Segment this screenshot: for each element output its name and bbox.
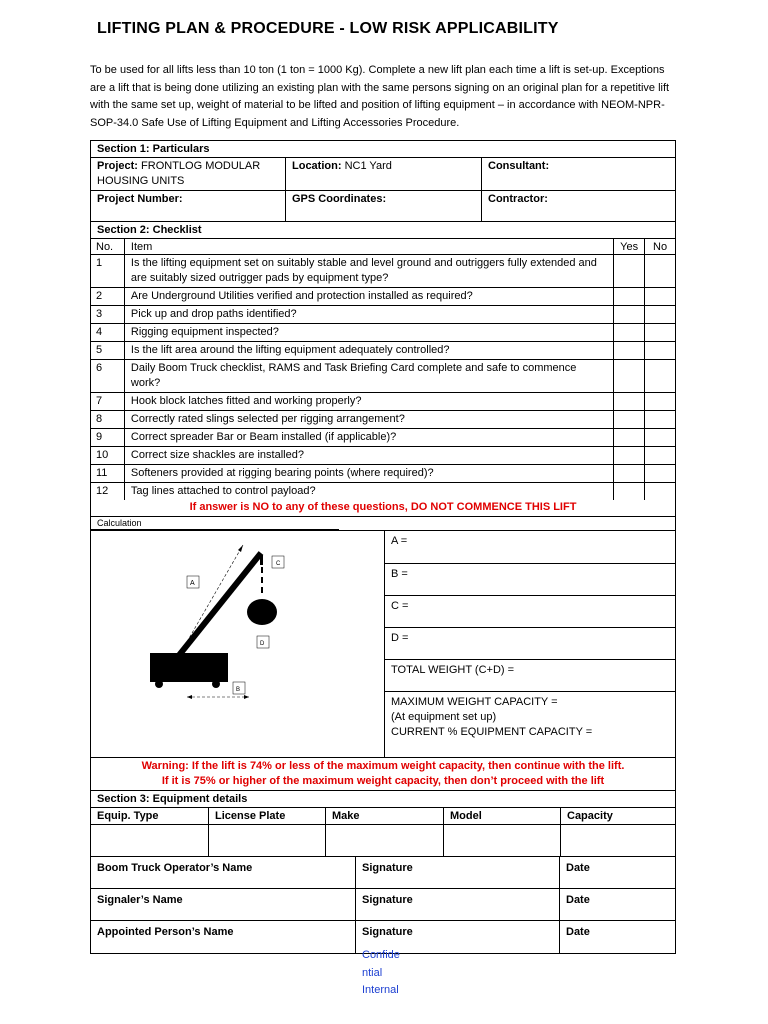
checklist-warning: If answer is NO to any of these questions, DO NOT COMMENCE THIS LIFT xyxy=(189,501,577,513)
checklist-warning-row xyxy=(91,500,675,517)
diagram-label-c: C xyxy=(276,561,281,567)
checklist-no-box[interactable] xyxy=(645,429,675,446)
capacity-warning-row xyxy=(91,758,675,791)
license-plate-input[interactable] xyxy=(209,825,326,856)
checklist-no-box[interactable] xyxy=(645,447,675,464)
checklist-row xyxy=(91,255,675,288)
classification-label xyxy=(362,947,400,1000)
checklist-item-text: Pick up and drop paths identified? xyxy=(125,306,614,323)
gps-label: GPS Coordinates: xyxy=(292,193,387,205)
checklist-no: 6 xyxy=(91,360,125,392)
col-no-header: No. xyxy=(91,239,125,254)
checklist-yes-box[interactable] xyxy=(614,483,645,500)
signoff-row xyxy=(91,857,675,889)
capacity-header: Capacity xyxy=(567,810,613,822)
checklist-no-box[interactable] xyxy=(645,288,675,305)
checklist-no: 2 xyxy=(91,288,125,305)
checklist-item-text: Correct spreader Bar or Beam installed (if applicable)? xyxy=(125,429,614,446)
checklist-row xyxy=(91,393,675,411)
boom-truck-diagram xyxy=(91,531,385,757)
capacity-warning-2: If it is 75% or higher of the maximum weight capacity, then don’t proceed with the lift xyxy=(161,775,605,787)
checklist-yes-box[interactable] xyxy=(614,393,645,410)
checklist-item-text: Are Underground Utilities verified and protection installed as required? xyxy=(125,288,614,305)
model-input[interactable] xyxy=(444,825,561,856)
checklist-yes-box[interactable] xyxy=(614,288,645,305)
checklist-yes-box[interactable] xyxy=(614,306,645,323)
boom-truck-svg xyxy=(91,531,383,757)
checklist-body xyxy=(91,255,675,500)
current-pct-label: CURRENT % EQUIPMENT CAPACITY = xyxy=(391,726,593,738)
signoff-signature-field[interactable]: Signature xyxy=(356,857,560,888)
checklist-yes-box[interactable] xyxy=(614,360,645,392)
calculation-block xyxy=(91,531,675,758)
calculation-label: Calculation xyxy=(91,517,339,530)
checklist-no: 10 xyxy=(91,447,125,464)
calculation-values xyxy=(385,531,675,757)
checklist-no-box[interactable] xyxy=(645,342,675,359)
at-setup-label: (At equipment set up) xyxy=(391,711,497,723)
signoff-signature-field[interactable]: Signature xyxy=(356,889,560,920)
checklist-yes-box[interactable] xyxy=(614,255,645,287)
calc-c-field[interactable]: C = xyxy=(385,596,675,628)
calculation-label-row xyxy=(91,517,675,531)
equipment-entry-row xyxy=(91,825,675,857)
signoff-name-field[interactable]: Appointed Person’s Name xyxy=(91,921,356,953)
checklist-column-headers xyxy=(91,239,675,255)
section1-row2 xyxy=(91,191,675,222)
checklist-item-text: Daily Boom Truck checklist, RAMS and Task Briefing Card complete and safe to commence work? xyxy=(125,360,614,392)
diagram-label-d: D xyxy=(260,641,265,647)
capacity-input[interactable] xyxy=(561,825,675,856)
checklist-row xyxy=(91,447,675,465)
signoff-row xyxy=(91,889,675,921)
signoff-date-field[interactable]: Date xyxy=(566,894,590,906)
calc-d-field[interactable]: D = xyxy=(385,628,675,660)
project-cell[interactable] xyxy=(91,158,286,190)
lifting-plan-form xyxy=(90,140,676,954)
intro-paragraph: To be used for all lifts less than 10 ton (1 ton = 1000 Kg). Complete a new lift plan each time a lift is set-up. Exceptions are a lift that is being done utilizing an existing plan with the same persons signing on an original plan for a repetitive lift with the same set up, weight of material to be lifted and position of lifting equipment – in accordance with NEOM-NPR-SOP-34.0 Safe Use of Lifting Equipment and Lifting Accessories Procedure. xyxy=(90,64,670,129)
signoff-section xyxy=(91,857,675,953)
consultant-cell[interactable] xyxy=(482,158,675,190)
make-header: Make xyxy=(326,808,444,824)
equipment-headers-row xyxy=(91,808,675,825)
checklist-yes-box[interactable] xyxy=(614,447,645,464)
classification-line-1: Confide xyxy=(362,949,400,961)
checklist-no: 12 xyxy=(91,483,125,500)
checklist-no-box[interactable] xyxy=(645,393,675,410)
section1-header-row xyxy=(91,141,675,158)
section3-title: Section 3: Equipment details xyxy=(97,793,248,805)
project-number-label: Project Number: xyxy=(97,193,183,205)
checklist-row xyxy=(91,360,675,393)
project-number-cell[interactable] xyxy=(91,191,286,221)
location-cell[interactable] xyxy=(286,158,482,190)
page-title: LIFTING PLAN & PROCEDURE - LOW RISK APPLICABILITY xyxy=(97,20,559,37)
checklist-yes-box[interactable] xyxy=(614,465,645,482)
checklist-no: 8 xyxy=(91,411,125,428)
checklist-yes-box[interactable] xyxy=(614,342,645,359)
model-header: Model xyxy=(444,808,561,824)
contractor-cell[interactable] xyxy=(482,191,675,221)
signoff-name-field[interactable]: Signaler’s Name xyxy=(91,889,356,920)
location-label: Location: xyxy=(292,160,342,172)
checklist-row xyxy=(91,429,675,447)
checklist-yes-box[interactable] xyxy=(614,429,645,446)
checklist-row xyxy=(91,324,675,342)
section2-header-row xyxy=(91,222,675,239)
max-capacity-label: MAXIMUM WEIGHT CAPACITY = xyxy=(391,696,558,708)
equip-type-input[interactable] xyxy=(91,825,209,856)
signoff-date-field[interactable]: Date xyxy=(566,862,590,874)
checklist-item-text: Is the lifting equipment set on suitably stable and level ground and outriggers fully extended and are suitably sized outrigger pads by equipment type? xyxy=(125,255,614,287)
checklist-item-text: Tag lines attached to control payload? xyxy=(125,483,614,500)
checklist-item-text: Correct size shackles are installed? xyxy=(125,447,614,464)
section2-title: Section 2: Checklist xyxy=(97,224,202,236)
checklist-no: 5 xyxy=(91,342,125,359)
capacity-warning-1: Warning: If the lift is 74% or less of the maximum weight capacity, then continue with the lift. xyxy=(141,760,625,772)
calc-a-field[interactable]: A = xyxy=(385,531,675,564)
section3-header-row xyxy=(91,791,675,808)
classification-line-3: Internal xyxy=(362,984,399,996)
checklist-item-text: Correctly rated slings selected per rigging arrangement? xyxy=(125,411,614,428)
checklist-row xyxy=(91,306,675,324)
checklist-no: 11 xyxy=(91,465,125,482)
diagram-label-b: B xyxy=(236,687,241,693)
checklist-no-box[interactable] xyxy=(645,324,675,341)
gps-cell[interactable] xyxy=(286,191,482,221)
project-label: Project: xyxy=(97,160,138,172)
make-input[interactable] xyxy=(326,825,444,856)
signoff-name-field[interactable]: Boom Truck Operator’s Name xyxy=(91,857,356,888)
signoff-date-field[interactable]: Date xyxy=(566,926,590,938)
col-yes-header: Yes xyxy=(614,239,645,254)
equip-type-header: Equip. Type xyxy=(91,808,209,824)
checklist-no: 9 xyxy=(91,429,125,446)
checklist-row xyxy=(91,342,675,360)
signoff-signature-field[interactable]: Signature xyxy=(356,921,560,953)
checklist-no-box[interactable] xyxy=(645,465,675,482)
calc-capacity-field[interactable] xyxy=(385,692,675,757)
checklist-no: 3 xyxy=(91,306,125,323)
checklist-no-box[interactable] xyxy=(645,411,675,428)
section1-title: Section 1: Particulars xyxy=(97,143,210,155)
location-value: NC1 Yard xyxy=(344,160,392,172)
checklist-item-text: Is the lift area around the lifting equipment adequately controlled? xyxy=(125,342,614,359)
checklist-no-box[interactable] xyxy=(645,483,675,500)
contractor-label: Contractor: xyxy=(488,193,548,205)
license-plate-header: License Plate xyxy=(209,808,326,824)
col-no-answer-header: No xyxy=(653,241,668,253)
classification-line-2: ntial xyxy=(362,966,383,979)
checklist-no-box[interactable] xyxy=(645,360,675,392)
checklist-item-text: Softeners provided at rigging bearing points (where required)? xyxy=(125,465,614,482)
checklist-no-box[interactable] xyxy=(645,306,675,323)
checklist-row xyxy=(91,465,675,483)
checklist-yes-box[interactable] xyxy=(614,324,645,341)
checklist-yes-box[interactable] xyxy=(614,411,645,428)
checklist-row xyxy=(91,411,675,429)
checklist-no: 4 xyxy=(91,324,125,341)
project-value: FRONTLOG MODULAR HOUSING UNITS xyxy=(97,160,261,187)
section1-row1 xyxy=(91,158,675,191)
calc-total-field[interactable]: TOTAL WEIGHT (C+D) = xyxy=(385,660,675,692)
checklist-no: 1 xyxy=(91,255,125,287)
checklist-item-text: Hook block latches fitted and working properly? xyxy=(125,393,614,410)
checklist-no-box[interactable] xyxy=(645,255,675,287)
col-item-header: Item xyxy=(125,239,614,254)
diagram-label-a: A xyxy=(190,580,195,587)
checklist-item-text: Rigging equipment inspected? xyxy=(125,324,614,341)
calc-b-field[interactable]: B = xyxy=(385,564,675,596)
checklist-row xyxy=(91,288,675,306)
consultant-label: Consultant: xyxy=(488,160,550,172)
checklist-no: 7 xyxy=(91,393,125,410)
checklist-row xyxy=(91,483,675,500)
